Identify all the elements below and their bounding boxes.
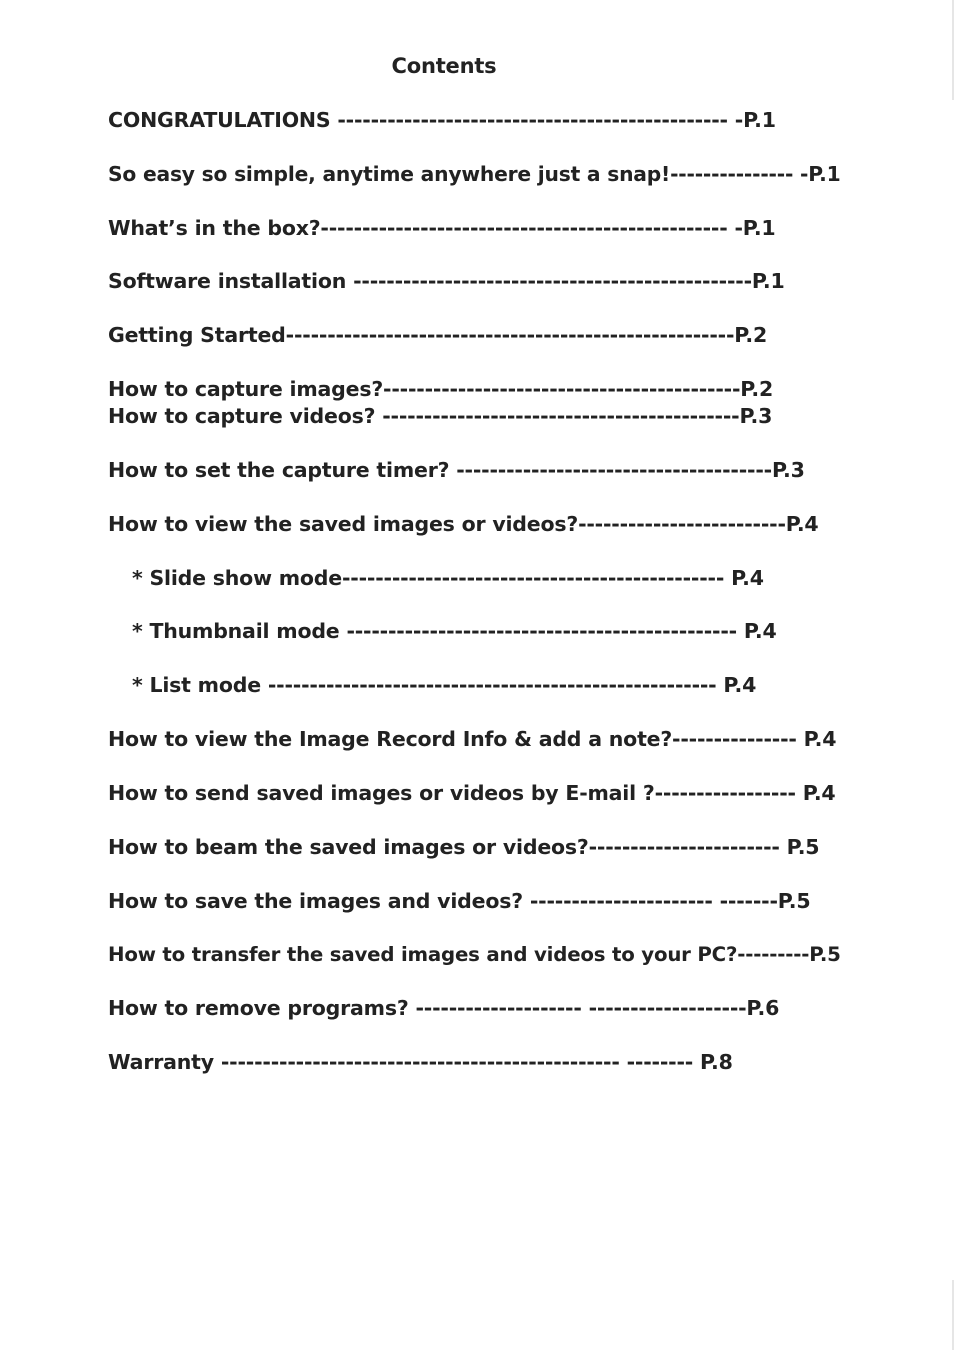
- toc-entry-beam[interactable]: How to beam the saved images or videos?----------------------- P.5: [108, 835, 820, 859]
- toc-entry-send-email[interactable]: How to send saved images or videos by E-mail ?----------------- P.4: [108, 781, 836, 805]
- toc-entry-getting-started[interactable]: Getting Started------------------------------------------------------P.2: [108, 323, 768, 347]
- toc-entry-remove-programs[interactable]: How to remove programs? -------------------- -------------------P.6: [108, 996, 780, 1020]
- toc-entry-list-mode[interactable]: * List mode ------------------------------------------------------ P.4: [132, 673, 757, 697]
- toc-entry-thumbnail-mode[interactable]: * Thumbnail mode ----------------------------------------------- P.4: [132, 619, 777, 643]
- toc-entry-warranty[interactable]: Warranty ------------------------------------------------ -------- P.8: [108, 1050, 733, 1074]
- toc-entry-so-easy[interactable]: So easy so simple, anytime anywhere just a snap!--------------- -P.1: [108, 162, 841, 186]
- toc-entry-view-saved[interactable]: How to view the saved images or videos?-------------------------P.4: [108, 512, 819, 536]
- toc-entry-image-record-info[interactable]: How to view the Image Record Info & add a note?--------------- P.4: [108, 727, 837, 751]
- toc-entry-save[interactable]: How to save the images and videos? ---------------------- -------P.5: [108, 889, 811, 913]
- toc-entry-software-installation[interactable]: Software installation ------------------------------------------------P.1: [108, 269, 785, 293]
- toc-entry-slide-show-mode[interactable]: * Slide show mode---------------------------------------------- P.4: [132, 566, 764, 590]
- toc-entry-whats-in-the-box[interactable]: What’s in the box?------------------------------------------------- -P.1: [108, 216, 776, 240]
- toc-entry-capture-images[interactable]: How to capture images?-------------------------------------------P.2: [108, 377, 774, 401]
- toc-entry-congratulations[interactable]: CONGRATULATIONS ----------------------------------------------- -P.1: [108, 108, 776, 132]
- page-title: Contents: [391, 54, 497, 78]
- toc-entry-transfer-pc[interactable]: How to transfer the saved images and videos to your PC?---------P.5: [108, 943, 841, 966]
- toc-entry-capture-videos[interactable]: How to capture videos? -------------------------------------------P.3: [108, 404, 773, 428]
- toc-entry-capture-timer[interactable]: How to set the capture timer? --------------------------------------P.3: [108, 458, 805, 482]
